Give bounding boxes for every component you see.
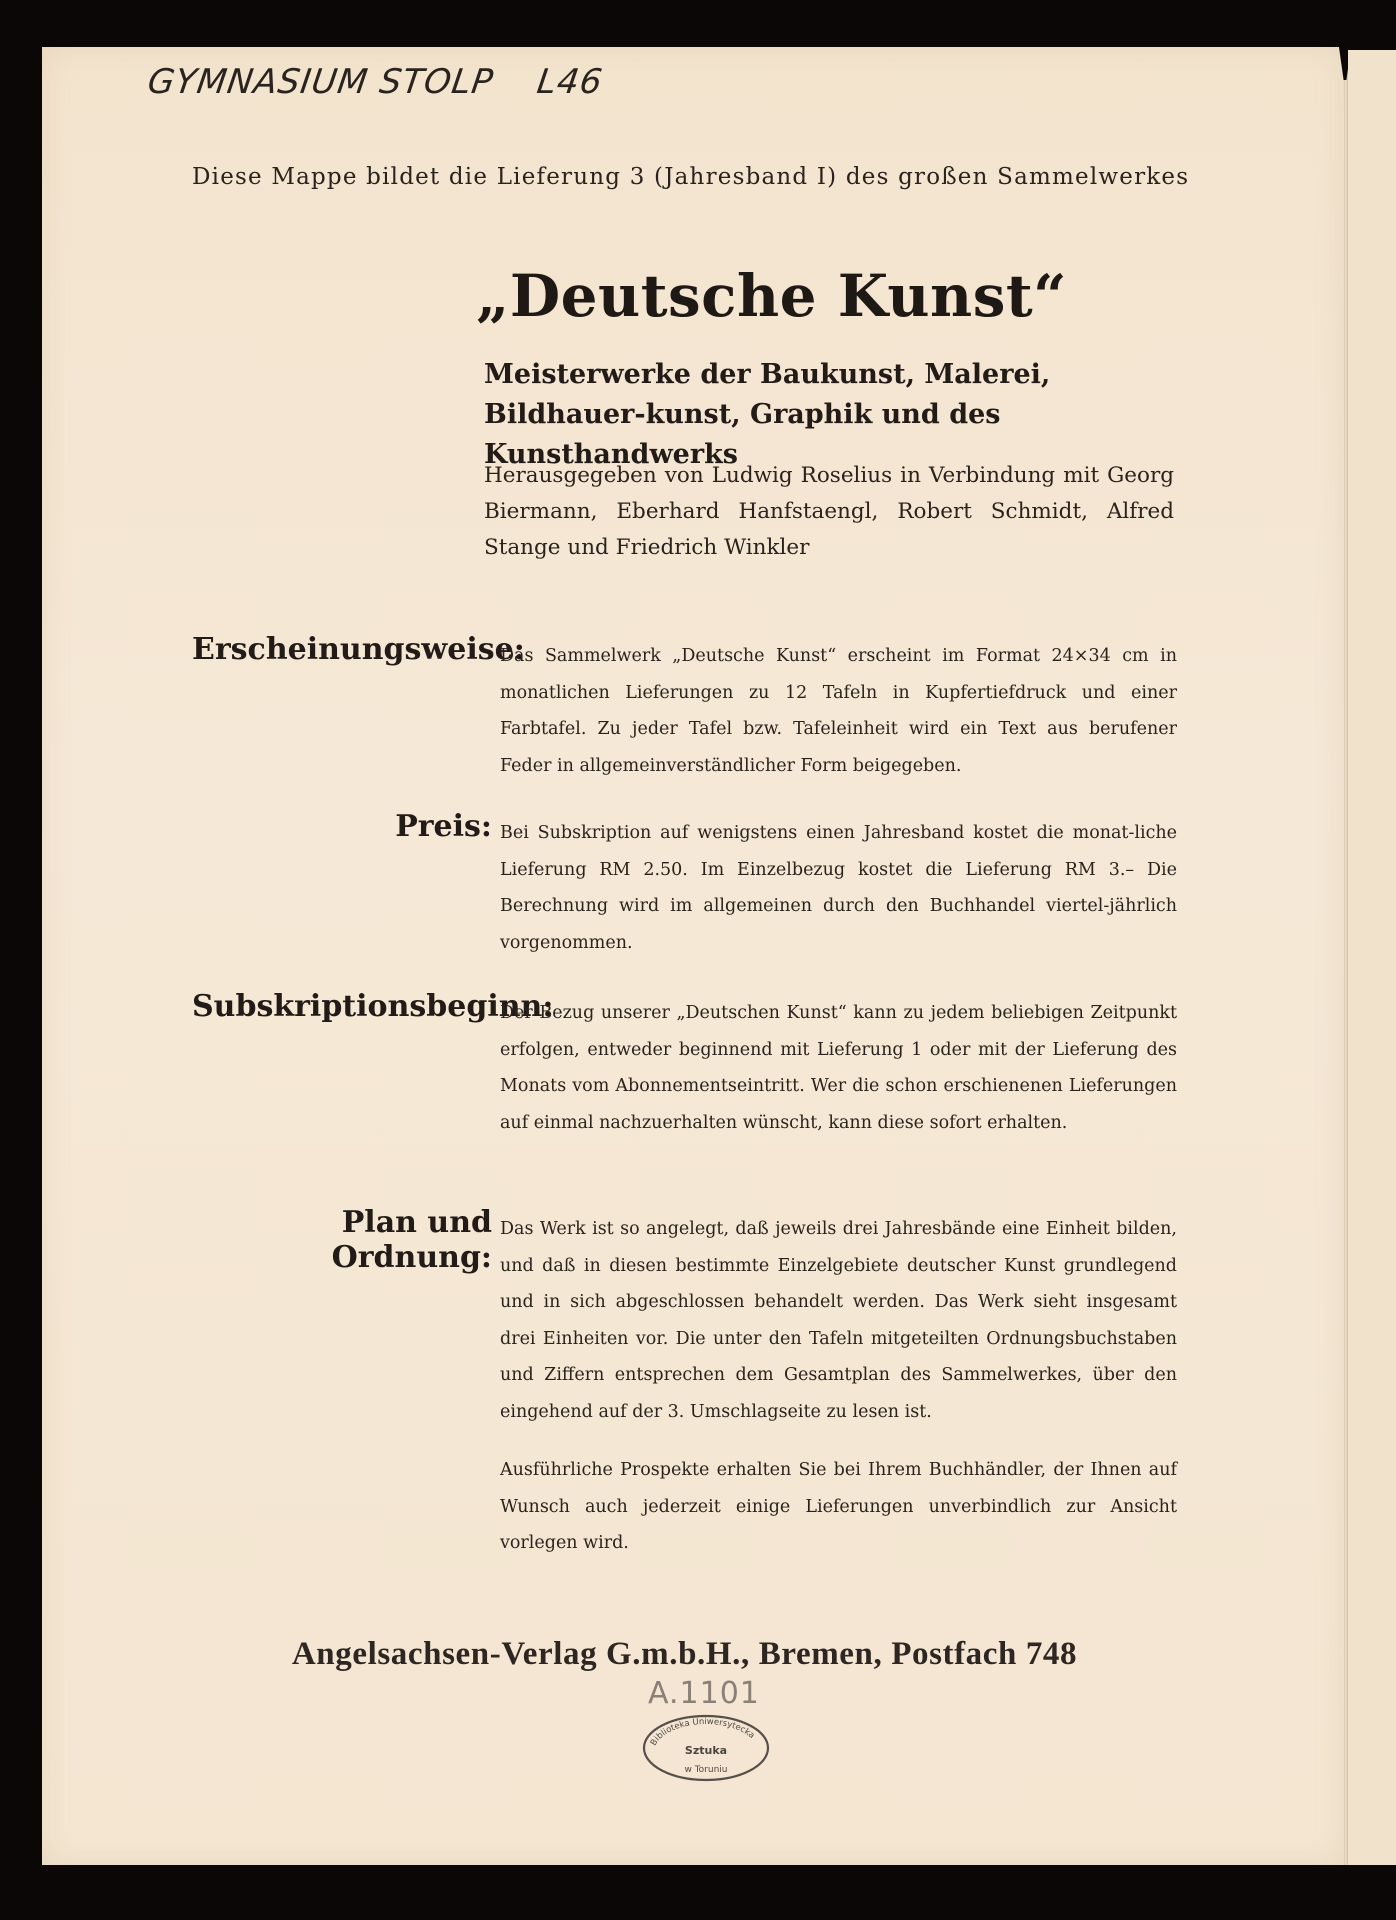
main-title: „Deutsche Kunst“	[476, 262, 1068, 330]
section-label: Subskriptionsbeginn:	[192, 989, 554, 1024]
section-text: Das Werk ist so angelegt, daß jeweils drei Jahresbände eine Einheit bilden, und daß in diesen bestimmte Einzelgebiete deutscher Kunst grundlegend und in sich abgeschlossen behandelt werden. Das Werk sieht insgesamt drei Einheiten vor. Die unter den Tafeln mitgeteilten Ordnungsbuchstaben und Ziffern entsprechen dem Gesamtplan des Sammelwerkes, über den eingehend auf der 3. Umschlagseite zu lesen ist.	[500, 1219, 1177, 1422]
adjacent-page-edge	[1348, 50, 1396, 1865]
stamp-center-text: Sztuka	[684, 1744, 728, 1757]
stamp-arc-text: Biblioteka Uniwersytecka	[648, 1716, 757, 1748]
section-label: Preis:	[395, 809, 492, 844]
subtitle: Meisterwerke der Baukunst, Malerei, Bildhauer-kunst, Graphik und des Kunsthandwerks	[484, 359, 1051, 470]
editors-line: Herausgegeben von Ludwig Roselius in Verbindung mit Georg Biermann, Eberhard Hanfstaengl, Robert Schmidt, Alfred Stange und Friedrich Winkler	[484, 463, 1174, 560]
section-text: Der Bezug unserer „Deutschen Kunst“ kann zu jedem beliebigen Zeitpunkt erfolgen, entweder beginnend mit Lieferung 1 oder mit der Lieferung des Monats vom Abonnementseintritt. Wer die schon erschienenen Lieferungen auf einmal nachzuerhalten wünscht, kann diese sofort erhalten.	[500, 1003, 1177, 1133]
library-stamp	[640, 1712, 772, 1784]
section-text: Bei Subskription auf wenigstens einen Jahresband kostet die monat-liche Lieferung RM 2.50. Im Einzelbezug kostet die Lieferung RM 3.– Die Berechnung wird im allgemeinen durch den Buchhandel viertel-jährlich vorgenommen.	[500, 823, 1177, 953]
handwritten-line: GYMNASIUM STOLP	[145, 62, 497, 102]
closing-note: Ausführliche Prospekte erhalten Sie bei Ihrem Buchhändler, der Ihnen auf Wunsch auch jederzeit einige Lieferungen unverbindlich zur Ansicht vorlegen wird.	[500, 1460, 1177, 1553]
intro-line: Diese Mappe bildet die Lieferung 3 (Jahresband I) des großen Sammelwerkes	[192, 164, 1190, 190]
section-label: Plan und Ordnung:	[331, 1205, 492, 1275]
publisher-line: Angelsachsen-Verlag G.m.b.H., Bremen, Postfach 748	[291, 1636, 1078, 1672]
stamp-bottom-text: w Toruniu	[684, 1765, 728, 1775]
pencil-catalog-number: A.1101	[648, 1676, 760, 1711]
handwritten-number: L46	[534, 62, 606, 102]
handwritten-note	[145, 62, 605, 102]
section-text: Das Sammelwerk „Deutsche Kunst“ erscheint im Format 24×34 cm in monatlichen Lieferungen zu 12 Tafeln in Kupfertiefdruck und einer Farbtafel. Zu jeder Tafel bzw. Tafeleinheit wird ein Text aus berufener Feder in allgemeinverständlicher Form beigegeben.	[500, 646, 1177, 776]
section-label: Erscheinungsweise:	[192, 632, 525, 667]
